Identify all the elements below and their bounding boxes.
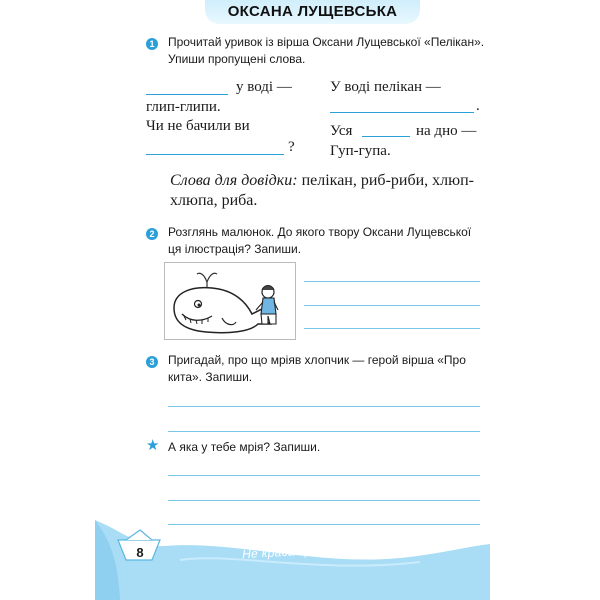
write-line[interactable] — [304, 281, 480, 282]
task1-instruction-line1: Прочитай уривок із вірша Оксани Лущевської «Пелікан». — [168, 35, 485, 49]
poem-line: на дно — — [416, 123, 477, 139]
task-number-badge: 1 — [146, 38, 158, 50]
poem-line: Гуп-гупа. — [330, 143, 391, 159]
poem-line: Уся — [330, 123, 353, 139]
whale-spout-icon — [197, 273, 217, 288]
star-task-instruction: А яка у тебе мрія? Запиши. — [168, 440, 321, 454]
write-line[interactable] — [168, 431, 480, 432]
task1-instruction-line2: Упиши пропущені слова. — [168, 52, 306, 66]
poem-line: глип-глипи. — [146, 99, 221, 115]
poem-line: ? — [288, 139, 295, 155]
reference-words-line2: хлюпа, риба. — [170, 192, 258, 209]
footer-motto: Не краса красить, а розум. — [241, 538, 405, 562]
poem-line: . — [476, 98, 480, 114]
poem-line: у воді — — [236, 79, 292, 95]
write-line[interactable] — [304, 305, 480, 306]
task3-instruction-line1: Пригадай, про що мріяв хлопчик — герой вірша «Про — [168, 353, 466, 367]
page-number: 8 — [136, 545, 144, 560]
task2-instruction-line2: ця ілюстрація? Запиши. — [168, 242, 302, 256]
whale-icon — [174, 288, 272, 333]
poem-blank-1[interactable] — [146, 94, 228, 95]
poem-line: Чи не бачили ви — [146, 118, 250, 134]
poem-blank-4[interactable] — [362, 136, 410, 137]
reference-label: Слова для довідки: — [170, 172, 298, 189]
task2-instruction-line1: Розглянь малюнок. До якого твору Оксани Лущевської — [168, 225, 472, 239]
reference-words — [170, 170, 474, 192]
write-line[interactable] — [168, 406, 480, 407]
poem-line: У воді пелікан — — [330, 79, 441, 95]
poem-blank-2[interactable] — [146, 154, 284, 155]
whale-boy-illustration — [164, 262, 296, 340]
write-line[interactable] — [304, 328, 480, 329]
task-number-badge: 2 — [146, 228, 158, 240]
task-number-badge: 3 — [146, 356, 158, 368]
poem-blank-3[interactable] — [330, 112, 474, 113]
task3-instruction-line2: кита». Запиши. — [168, 370, 253, 384]
write-line[interactable] — [168, 475, 480, 476]
reference-words-line1: пелікан, риб-риби, хлюп- — [297, 172, 474, 189]
page-title: ОКСАНА ЛУЩЕВСЬКА — [227, 3, 398, 20]
star-icon: ★ — [146, 437, 160, 454]
